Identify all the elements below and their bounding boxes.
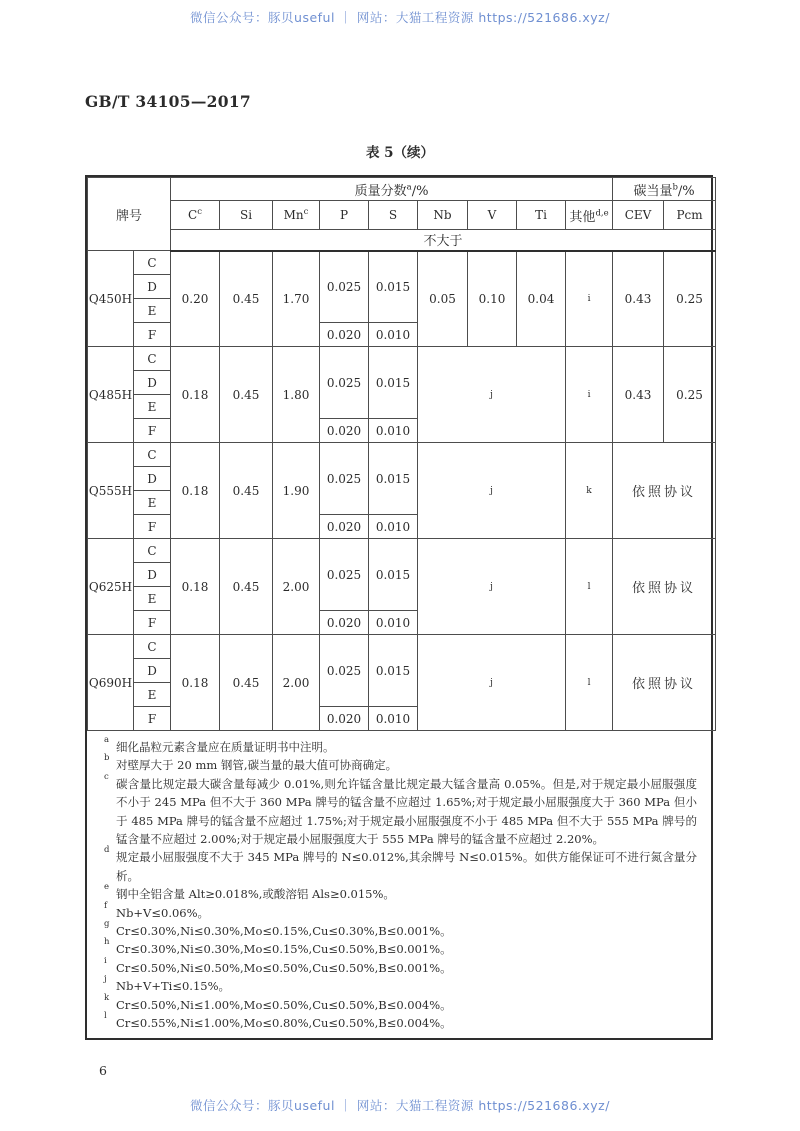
cell-q485h-si: 0.45	[220, 347, 273, 443]
header-col-Nb: Nb	[418, 201, 468, 230]
cell-q555h-s: 0.015	[369, 443, 418, 515]
header-col-CEV: CEV	[613, 201, 664, 230]
mass-fraction-unit: /%	[411, 183, 429, 199]
grade-letter: C	[134, 347, 171, 371]
carbon-eq-label: 碳当量	[633, 183, 673, 199]
page-number: 6	[99, 1063, 107, 1078]
cell-q485h-nbvti: j	[418, 347, 566, 443]
grade-letter: D	[134, 275, 171, 299]
table-row	[88, 443, 716, 467]
grade-letter: F	[134, 611, 171, 635]
grade-letter: F	[134, 515, 171, 539]
header-row-3	[88, 230, 716, 251]
cell-q450h-ti: 0.04	[517, 251, 566, 347]
header-row-2	[88, 201, 716, 230]
cell-q625h-p: 0.025	[320, 539, 369, 611]
cell-q450h-s: 0.015	[369, 251, 418, 323]
grade-letter: F	[134, 707, 171, 731]
grade-letter: D	[134, 563, 171, 587]
cell-q625h-pf: 0.020	[320, 611, 369, 635]
cell-q555h-sf: 0.010	[369, 515, 418, 539]
footnote-c: c 碳含量比规定最大碳含量每减少 0.01%,则允许锰含量比规定最大锰含量高 0.05%。但是,对于规定最小屈服强度不小于 245 MPa 但不大于 360 MPa 牌号的锰含量不应超过 1.65%;对于规定最小屈服强度大于 360 MPa 但小于 485 MPa 牌号的锰含量不应超过 1.75%;对于规定最小屈服强度不小于 485 MPa 但不大于 555 MPa 牌号的锰含量不应超过 2.00%;对于规定最小屈服强度大于 555 MPa 牌号的锰含量不应超过 2.20%。	[104, 771, 697, 847]
grade-letter: C	[134, 251, 171, 275]
footnote-h: h Cr≤0.30%,Ni≤0.30%,Mo≤0.15%,Cu≤0.50%,B≤0.001%。	[104, 937, 452, 957]
cell-q450h-cev: 0.43	[613, 251, 664, 347]
footnote-e: e 钢中全铝含量 Alt≥0.018%,或酸溶铝 Als≥0.015%。	[104, 882, 395, 902]
cell-q485h-pcm: 0.25	[664, 347, 716, 443]
cell-q690h-agreement: 依照协议	[613, 635, 716, 731]
grade-letter: E	[134, 683, 171, 707]
footnote-g: g Cr≤0.30%,Ni≤0.30%,Mo≤0.15%,Cu≤0.30%,B≤0.001%。	[104, 919, 452, 939]
table-row	[88, 539, 716, 563]
header-col-Si: Si	[220, 201, 273, 230]
grade-letter: C	[134, 539, 171, 563]
grade-letter: E	[134, 299, 171, 323]
cell-q625h-c: 0.18	[171, 539, 220, 635]
cell-q555h-nbvti: j	[418, 443, 566, 539]
header-mass-fraction	[171, 178, 613, 201]
cell-q690h-mn: 2.00	[273, 635, 320, 731]
cell-q555h-agreement: 依照协议	[613, 443, 716, 539]
cell-q690h-nbvti: j	[418, 635, 566, 731]
cell-q450h-v: 0.10	[468, 251, 517, 347]
standard-number: GB/T 34105—2017	[85, 92, 251, 111]
cell-q450h-nb: 0.05	[418, 251, 468, 347]
cell-q450h-sf: 0.010	[369, 323, 418, 347]
cell-q555h-si: 0.45	[220, 443, 273, 539]
header-col-Pcm: Pcm	[664, 201, 716, 230]
cell-q625h-agreement: 依照协议	[613, 539, 716, 635]
header-col-P: P	[320, 201, 369, 230]
header-row-1	[88, 178, 716, 201]
header-not-greater-than: 不大于	[171, 230, 716, 251]
cell-q625h-nbvti: j	[418, 539, 566, 635]
table-row	[88, 251, 716, 275]
cell-q485h-c: 0.18	[171, 347, 220, 443]
grade-letter: C	[134, 635, 171, 659]
cell-q690h-sf: 0.010	[369, 707, 418, 731]
header-col-Ti: Ti	[517, 201, 566, 230]
header-grade: 牌号	[88, 178, 171, 251]
cell-q690h-name: Q690H	[88, 635, 134, 731]
cell-q625h-other: l	[566, 539, 613, 635]
header-col-Mn: Mn$^c$	[273, 201, 320, 230]
cell-q555h-name: Q555H	[88, 443, 134, 539]
cell-q450h-name: Q450H	[88, 251, 134, 347]
cell-q625h-sf: 0.010	[369, 611, 418, 635]
footnote-b: b 对壁厚大于 20 mm 钢管,碳当量的最大值可协商确定。	[104, 753, 398, 773]
cell-q690h-c: 0.18	[171, 635, 220, 731]
footnote-l: l Cr≤0.55%,Ni≤1.00%,Mo≤0.80%,Cu≤0.50%,B≤0.004%。	[104, 1011, 452, 1031]
composition-table	[87, 177, 716, 731]
cell-q555h-mn: 1.90	[273, 443, 320, 539]
footnote-f: f Nb+V≤0.06%。	[104, 900, 210, 920]
cell-q485h-p: 0.025	[320, 347, 369, 419]
header-col-V: V	[468, 201, 517, 230]
bottom-watermark: 微信公众号：豚贝useful ｜ 网站：大猫工程资源 https://521686.xyz/	[190, 1098, 610, 1113]
cell-q555h-pf: 0.020	[320, 515, 369, 539]
carbon-eq-unit: /%	[677, 183, 695, 199]
cell-q450h-pf: 0.020	[320, 323, 369, 347]
cell-q485h-mn: 1.80	[273, 347, 320, 443]
cell-q690h-p: 0.025	[320, 635, 369, 707]
cell-q450h-other: i	[566, 251, 613, 347]
grade-letter: C	[134, 443, 171, 467]
table-title: 表 5（续）	[365, 145, 435, 161]
grade-letter: E	[134, 491, 171, 515]
table-row	[88, 635, 716, 659]
cell-q690h-other: l	[566, 635, 613, 731]
table-row	[88, 347, 716, 371]
cell-q450h-si: 0.45	[220, 251, 273, 347]
top-watermark: 微信公众号：豚贝useful ｜ 网站：大猫工程资源 https://521686.xyz/	[190, 10, 610, 25]
cell-q555h-other: k	[566, 443, 613, 539]
cell-q625h-name: Q625H	[88, 539, 134, 635]
cell-q555h-c: 0.18	[171, 443, 220, 539]
footnotes	[87, 731, 711, 1033]
cell-q625h-si: 0.45	[220, 539, 273, 635]
grade-letter: D	[134, 371, 171, 395]
cell-q485h-other: i	[566, 347, 613, 443]
cell-q450h-c: 0.20	[171, 251, 220, 347]
footnote-i: i Cr≤0.50%,Ni≤0.50%,Mo≤0.50%,Cu≤0.50%,B≤0.001%。	[104, 955, 452, 975]
grade-letter: D	[134, 659, 171, 683]
carbon-eq-sup: b	[672, 182, 678, 193]
cell-q450h-mn: 1.70	[273, 251, 320, 347]
footnote-a: a 细化晶粒元素含量应在质量证明书中注明。	[104, 735, 335, 754]
footnote-d: d 规定最小屈服强度不大于 345 MPa 牌号的 N≤0.012%,其余牌号 N≤0.015%。如供方能保证可不进行氮含量分析。	[104, 845, 697, 883]
cell-q485h-s: 0.015	[369, 347, 418, 419]
header-col-C: $C^c$	[171, 201, 220, 230]
footnote-k: k Cr≤0.50%,Ni≤1.00%,Mo≤0.50%,Cu≤0.50%,B≤0.004%。	[104, 992, 452, 1012]
grade-letter: E	[134, 587, 171, 611]
header-col-S: S	[369, 201, 418, 230]
cell-q690h-pf: 0.020	[320, 707, 369, 731]
grade-letter: D	[134, 467, 171, 491]
cell-q485h-pf: 0.020	[320, 419, 369, 443]
composition-table-container	[85, 175, 713, 1040]
cell-q450h-pcm: 0.25	[664, 251, 716, 347]
mass-fraction-sup: a	[406, 182, 412, 193]
cell-q485h-cev: 0.43	[613, 347, 664, 443]
cell-q555h-p: 0.025	[320, 443, 369, 515]
grade-letter: E	[134, 395, 171, 419]
grade-letter: F	[134, 419, 171, 443]
grade-letter: F	[134, 323, 171, 347]
mass-fraction-label: 质量分数	[354, 183, 407, 199]
cell-q485h-name: Q485H	[88, 347, 134, 443]
header-col-other: 其他$^{d,e}$	[566, 201, 613, 230]
cell-q690h-s: 0.015	[369, 635, 418, 707]
header-carbon-eq	[613, 178, 716, 201]
cell-q625h-s: 0.015	[369, 539, 418, 611]
footnote-j: j Nb+V+Ti≤0.15%。	[104, 974, 231, 994]
cell-q485h-sf: 0.010	[369, 419, 418, 443]
cell-q690h-si: 0.45	[220, 635, 273, 731]
cell-q625h-mn: 2.00	[273, 539, 320, 635]
cell-q450h-p: 0.025	[320, 251, 369, 323]
